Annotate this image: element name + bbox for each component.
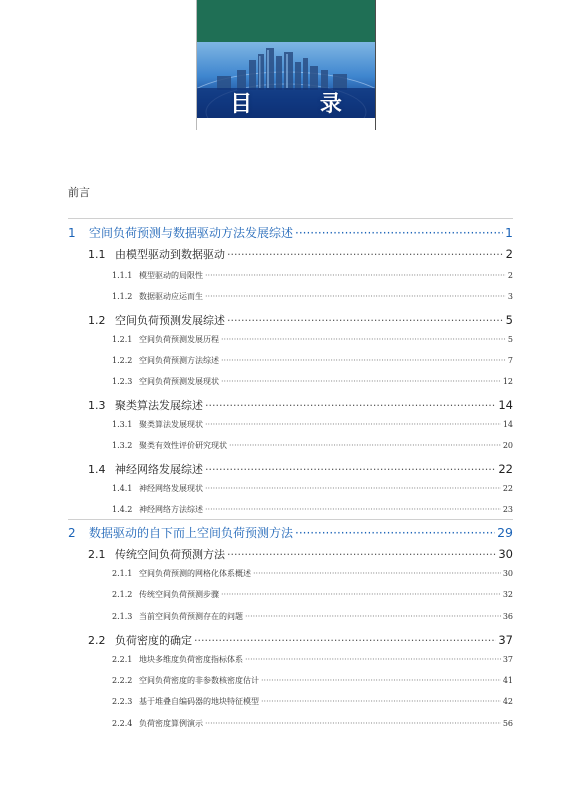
toc-entry-page: 2 [505, 247, 513, 261]
toc-entry-title: 基于堆叠自编码器的地块特征模型 [139, 697, 259, 706]
toc-entry-title: 模型驱动的局限性 [139, 271, 203, 280]
toc-entry-page: 37 [498, 633, 513, 647]
toc-entry-title: 神经网络发展综述 [115, 463, 203, 476]
toc-entry-page: 22 [498, 462, 513, 476]
toc-entry-number: 2 [68, 526, 76, 540]
toc-entry-number: 2.1 [88, 548, 106, 561]
toc-entry-2-2-2[interactable] [112, 675, 513, 686]
toc-entry-page: 5 [505, 313, 513, 327]
toc-entry-page: 23 [502, 505, 513, 514]
toc-dot-leader [295, 226, 503, 240]
toc-entry-number: 1.2.1 [112, 335, 133, 344]
toc-entry-title: 神经网络方法综述 [139, 505, 203, 514]
toc-entry-title: 聚类算法发展现状 [139, 420, 203, 429]
toc-entry-2-1-3[interactable] [112, 611, 513, 622]
toc-entry-title: 传统空间负荷预测步骤 [139, 590, 219, 599]
toc-entry-title: 负荷密度算例演示 [139, 719, 203, 728]
toc-entry-1-2-2[interactable] [112, 355, 513, 366]
toc-entry-1-4-2[interactable] [112, 504, 513, 515]
toc-entry-2-1-2[interactable] [112, 589, 513, 600]
toc-entry-title: 空间负荷预测方法综述 [139, 356, 219, 365]
toc-dot-leader [245, 655, 501, 664]
toc-entry-1[interactable] [68, 224, 513, 241]
toc-dot-leader [221, 335, 506, 344]
toc-entry-title: 神经网络发展现状 [139, 484, 203, 493]
toc-entry-number: 2.2.1 [112, 655, 133, 664]
toc-entry-2-2-1[interactable] [112, 654, 513, 665]
toc-entry-2-2[interactable] [88, 632, 513, 648]
toc-dot-leader [205, 420, 501, 429]
toc-entry-page: 37 [502, 655, 513, 664]
toc-entry-number: 2.2.3 [112, 697, 133, 706]
toc-entry-title: 聚类有效性评价研究现状 [139, 441, 227, 450]
toc-dot-leader [205, 463, 496, 476]
toc-entry-1-3-1[interactable] [112, 419, 513, 430]
toc-entry-page: 30 [498, 547, 513, 561]
toc-dot-leader [205, 719, 501, 728]
toc-entry-number: 2.2 [88, 634, 106, 647]
toc-entry-number: 2.2.4 [112, 719, 133, 728]
toc-entry-title: 地块多维度负荷密度指标体系 [139, 655, 243, 664]
toc-entry-number: 1.2.2 [112, 356, 133, 365]
toc-entry-number: 2.1.3 [112, 612, 133, 621]
toc-dot-leader [295, 526, 495, 540]
toc-entry-title: 空间负荷密度的非参数核密度估计 [139, 676, 259, 685]
toc-entry-number: 1 [68, 226, 76, 240]
toc-entry-number: 1.4 [88, 463, 106, 476]
toc-dot-leader [205, 292, 506, 301]
toc-entry-page: 56 [502, 719, 513, 728]
toc-entry-number: 1.4.2 [112, 505, 133, 514]
toc-entry-1-1-1[interactable] [112, 270, 513, 281]
toc-entry-1-1-2[interactable] [112, 291, 513, 302]
toc-entry-number: 1.4.1 [112, 484, 133, 493]
toc-entry-number: 1.2.3 [112, 377, 133, 386]
toc-entry-page: 30 [502, 569, 513, 578]
toc-entry-1-2[interactable] [88, 312, 513, 328]
toc-entry-2-1[interactable] [88, 546, 513, 562]
toc-entry-title: 由模型驱动到数据驱动 [115, 248, 225, 261]
toc-dot-leader [229, 441, 501, 450]
toc-entry-title: 空间负荷预测与数据驱动方法发展综述 [89, 226, 294, 240]
toc-entry-page: 32 [502, 590, 513, 599]
toc-entry-1-2-1[interactable] [112, 334, 513, 345]
toc-dot-leader [245, 612, 501, 621]
toc-dot-leader [227, 248, 504, 261]
toc-dot-leader [205, 399, 496, 412]
toc-entry-number: 1.3.2 [112, 441, 133, 450]
toc-entry-number: 1.3 [88, 399, 106, 412]
toc-entry-number: 1.2 [88, 314, 106, 327]
toc-entry-title: 数据驱动应运而生 [139, 292, 203, 301]
toc-dot-leader [221, 590, 501, 599]
toc-entry-1-1[interactable] [88, 246, 513, 262]
toc-entry-page: 41 [502, 676, 513, 685]
toc-entry-number: 1.1.2 [112, 292, 133, 301]
toc-dot-leader [253, 569, 501, 578]
toc-entry-2[interactable] [68, 524, 513, 541]
toc-entry-page: 14 [498, 398, 513, 412]
toc-dot-leader [227, 314, 504, 327]
toc-dot-leader [205, 484, 501, 493]
toc-entry-page: 7 [507, 356, 513, 365]
toc-entry-title: 当前空间负荷预测存在的问题 [139, 612, 243, 621]
toc-entry-title: 空间负荷预测发展现状 [139, 377, 219, 386]
toc-entry-number: 2.2.2 [112, 676, 133, 685]
toc-entry-2-2-3[interactable] [112, 696, 513, 707]
toc-entry-title: 聚类算法发展综述 [115, 399, 203, 412]
toc-dot-leader [227, 548, 496, 561]
toc-entry-page: 1 [505, 225, 513, 240]
toc-entry-title: 空间负荷预测发展历程 [139, 335, 219, 344]
toc-dot-leader [261, 676, 501, 685]
toc-entry-2-2-4[interactable] [112, 718, 513, 729]
toc-entry-title: 空间负荷预测发展综述 [115, 314, 225, 327]
toc-entry-page: 20 [502, 441, 513, 450]
toc-entry-number: 2.1.2 [112, 590, 133, 599]
toc-entry-page: 14 [502, 420, 513, 429]
toc-entry-page: 5 [507, 335, 513, 344]
toc-entry-2-1-1[interactable] [112, 568, 513, 579]
toc-entry-page: 2 [507, 271, 513, 280]
toc-entry-1-3[interactable] [88, 397, 513, 413]
toc-entry-title: 负荷密度的确定 [115, 634, 192, 647]
toc-entry-1-4[interactable] [88, 461, 513, 477]
toc-entry-title: 数据驱动的自下而上空间负荷预测方法 [89, 526, 294, 540]
toc-entry-page: 22 [502, 484, 513, 493]
toc-entry-page: 12 [502, 377, 513, 386]
toc-entry-page: 3 [507, 292, 513, 301]
toc-entry-1-3-2[interactable] [112, 440, 513, 451]
toc-entry-page: 36 [502, 612, 513, 621]
toc-dot-leader [221, 356, 506, 365]
toc-dot-leader [221, 377, 501, 386]
toc-dot-leader [205, 505, 501, 514]
toc-dot-leader [205, 271, 506, 280]
toc-entry-number: 2.1.1 [112, 569, 133, 578]
toc-entry-page: 29 [497, 525, 513, 540]
toc-entry-number: 1.3.1 [112, 420, 133, 429]
toc-entry-1-2-3[interactable] [112, 376, 513, 387]
page-title: 目 录 [230, 92, 372, 117]
toc-dot-leader [194, 634, 496, 647]
toc-entry-page: 42 [502, 697, 513, 706]
toc-entry-title: 空间负荷预测的网格化体系概述 [139, 569, 251, 578]
preface-entry[interactable]: 前言 [68, 186, 90, 199]
toc-entry-number: 1.1 [88, 248, 106, 261]
toc-entry-1-4-1[interactable] [112, 483, 513, 494]
toc-dot-leader [261, 697, 501, 706]
toc-entry-title: 传统空间负荷预测方法 [115, 548, 225, 561]
toc-entry-number: 1.1.1 [112, 271, 133, 280]
